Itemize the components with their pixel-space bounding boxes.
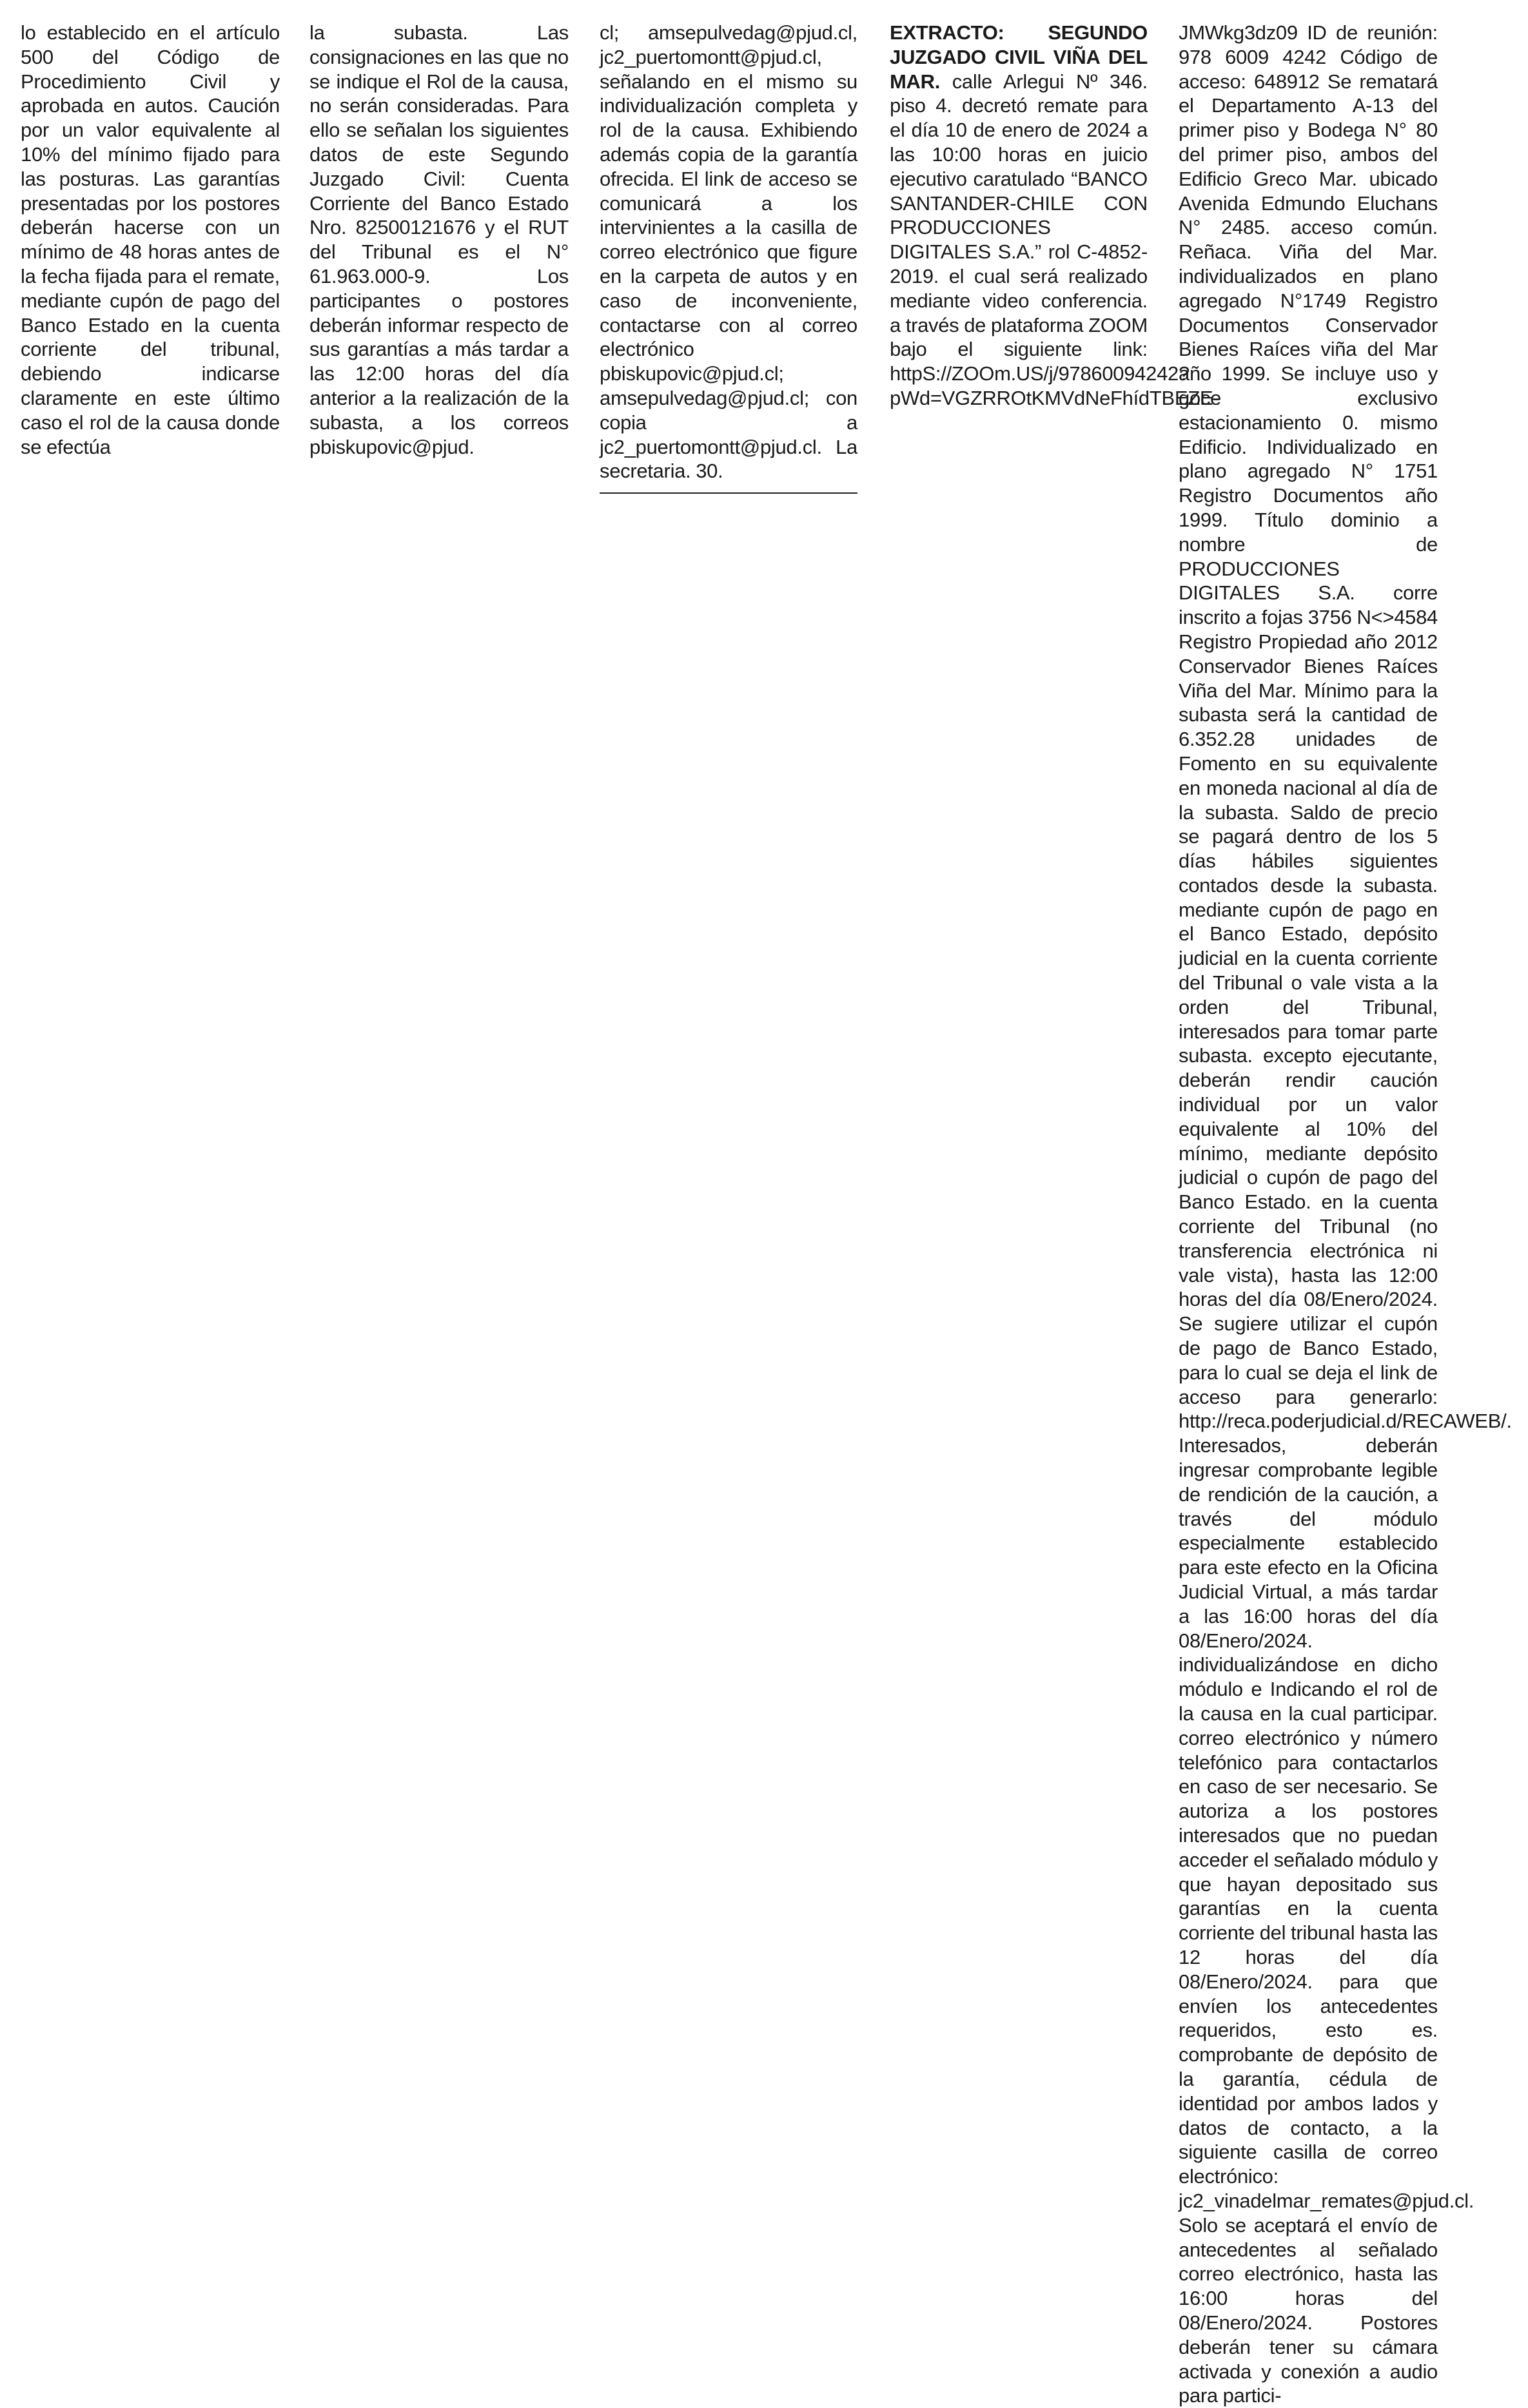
- column-3-text: cl; amsepulvedag@pjud.cl, jc2_puertomontt@pjud.cl, señalando en el mismo su individualización completa y rol de la causa. Exhibiendo además copia de la garantía ofrecida. El link de acceso se comunicará a los intervinientes a la casilla de correo electrónico que figure en la carpeta de autos y en caso de inconveniente, contactarse con al correo electrónico pbiskupovic@pjud.cl; amsepulvedag@pjud.cl; con copia a jc2_puertomontt@pjud.cl. La secretaria. 30.: [600, 21, 857, 483]
- text-column-5: [1179, 21, 1512, 2408]
- column-4-paragraph: [890, 21, 1220, 411]
- text-column-2: [309, 21, 569, 459]
- column-4-text: calle Arlegui Nº 346. piso 4. decretó remate para el día 10 de enero de 2024 a las 10:00 horas en juicio ejecutivo caratulado “BANCO SANTANDER-CHILE CON PRODUCCIONES DIGITALES S.A.” rol C-4852-2019. el cual será realizado mediante video conferencia. a través de plataforma ZOOM bajo el siguiente link: httpS://ZOOm.US/j/97860094242?pWd=VGZRROtKMVdNeFhídTBEZE-: [890, 70, 1220, 409]
- column-5-text: JMWkg3dz09 ID de reunión: 978 6009 4242 Código de acceso: 648912 Se rematará el Departamento A-13 del primer piso y Bodega N° 80 del primer piso, ambos del Edificio Greco Mar. ubicado Avenida Edmundo Eluchans N° 2485. acceso común. Reñaca. Viña del Mar. individualizados en plano agregado N°1749 Registro Documentos Conservador Bienes Raíces viña del Mar año 1999. Se incluye uso y goce exclusivo estacionamiento 0. mismo Edificio. Individualizado en plano agregado N° 1751 Registro Documentos año 1999. Título dominio a nombre de PRODUCCIONES DIGITALES S.A. corre inscrito a fojas 3756 N<>4584 Registro Propiedad año 2012 Conservador Bienes Raíces Viña del Mar. Mínimo para la subasta será la cantidad de 6.352.28 unidades de Fomento en su equivalente en moneda nacional al día de la subasta. Saldo de precio se pagará dentro de los 5 días hábiles siguientes contados desde la subasta. mediante cupón de pago en el Banco Estado, depósito judicial en la cuenta corriente del Tribunal o vale vista a la orden del Tribunal, interesados para tomar parte subasta. excepto ejecutante, deberán rendir caución individual por un valor equivalente al 10% del mínimo, mediante depósito judicial o cupón de pago del Banco Estado. en la cuenta corriente del Tribunal (no transferencia electrónica ni vale vista), hasta las 12:00 horas del día 08/Enero/2024. Se sugiere utilizar el cupón de pago de Banco Estado, para lo cual se deja el link de acceso para generarlo: http://reca.poderjudicial.d/RECAWEB/. Interesados, deberán ingresar comprobante legible de rendición de la caución, a través del módulo especialmente establecido para este efecto en la Oficina Judicial Virtual, a más tardar a las 16:00 horas del día 08/Enero/2024. individualizándose en dicho módulo e Indicando el rol de la causa en la cual participar. correo electrónico y número telefónico para contactarlos en caso de ser necesario. Se autoriza a los postores interesados que no puedan acceder el señalado módulo y que hayan depositado sus garantías en la cuenta corriente del tribunal hasta las 12 horas del día 08/Enero/2024. para que envíen los antecedentes requeridos, esto es. comprobante de depósito de la garantía, cédula de identidad por ambos lados y datos de contacto, a la siguiente casilla de correo electrónico: jc2_vinadelmar_remates@pjud.cl. Solo se aceptará el envío de antecedentes al señalado correo electrónico, hasta las 16:00 horas del 08/Enero/2024. Postores deberán tener su cámara activada y conexión a audio para partici-: [1179, 21, 1512, 2407]
- column-2-text: la subasta. Las consignaciones en las que no se indique el Rol de la causa, no serán consideradas. Para ello se señalan los siguientes datos de este Segundo Juzgado Civil: Cuenta Corriente del Banco Estado Nro. 82500121676 y el RUT del Tribunal es el N° 61.963.000-9. Los participantes o postores deberán informar respecto de sus garantías a más tardar a las 12:00 horas del día anterior a la realización de la subasta, a los correos pbiskupovic@pjud.: [309, 21, 569, 458]
- text-column-3: [600, 21, 857, 494]
- text-column-1: [21, 21, 280, 459]
- notice-end-rule: [600, 492, 857, 494]
- text-column-4: [890, 21, 1220, 411]
- notice-heading: EXTRACTO: SEGUNDO JUZGADO CIVIL VIÑA DEL MAR.: [890, 21, 1148, 93]
- column-1-text: lo establecido en el artículo 500 del Código de Procedimiento Civil y aprobada en autos. Caución por un valor equivalente al 10% del mínimo fijado para las posturas. Las garantías presentadas por los postores deberán hacerse con un mínimo de 48 horas antes de la fecha fijada para el remate, mediante cupón de pago del Banco Estado en la cuenta corriente del tribunal, debiendo indicarse claramente en este último caso el rol de la causa donde se efectúa: [21, 21, 280, 458]
